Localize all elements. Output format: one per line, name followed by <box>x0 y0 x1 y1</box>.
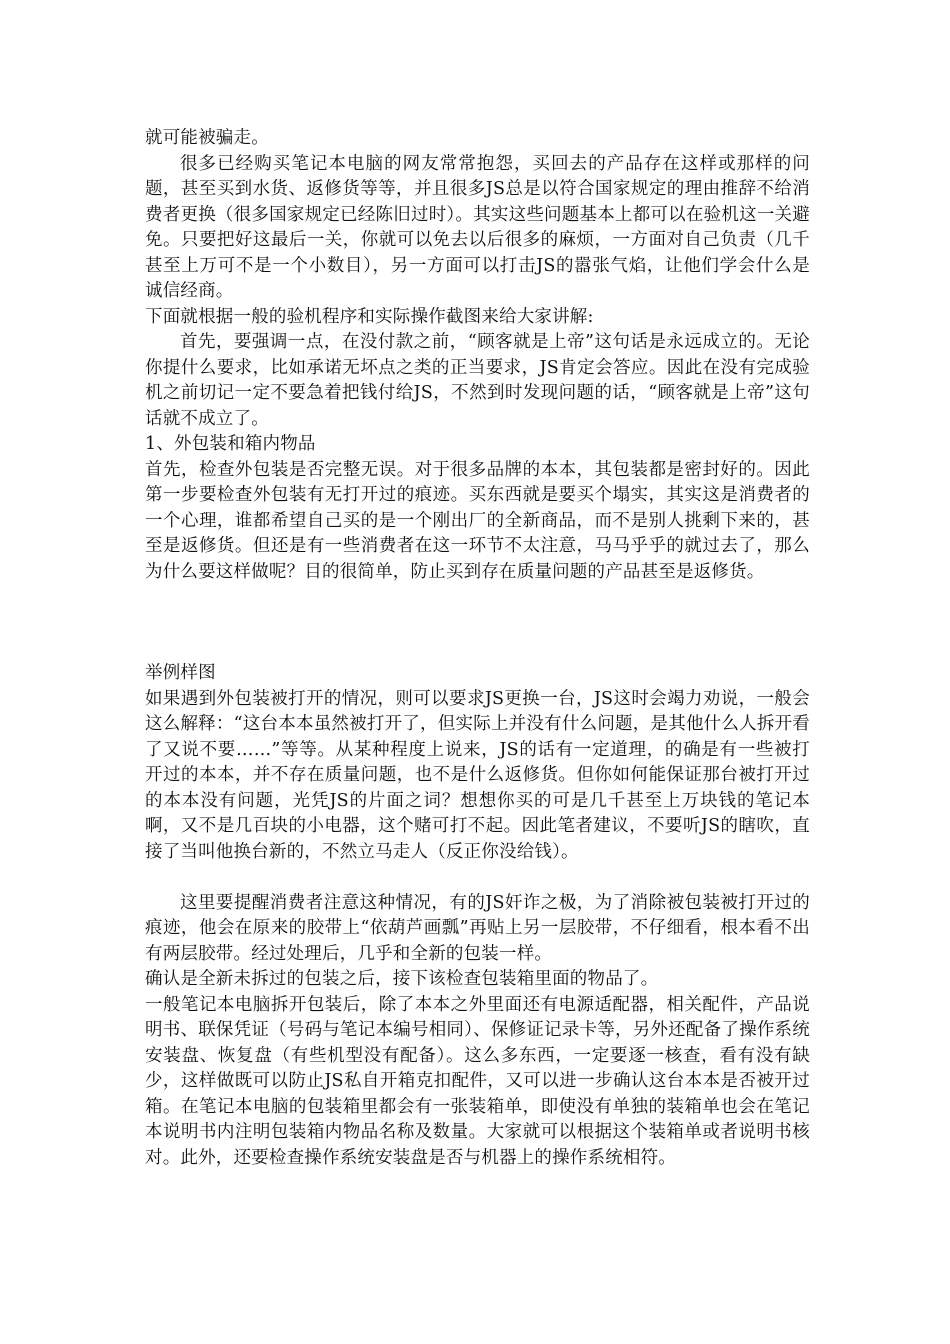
paragraph-confirm-new: 确认是全新未拆过的包装之后，接下该检查包装箱里面的物品了。 <box>145 969 659 989</box>
blank-line <box>145 865 810 891</box>
paragraph-customer-is-god: 首先，要强调一点，在没付款之前，“顾客就是上帝”这句话是永远成立的。无论你提什么要求，比如承诺无坏点之类的正当要求，JS肯定会答应。因此在没有完成验机之前切记一定不要急着把钱付给JS，不然到时发现问题的话，“顾客就是上帝”这句话就不成立了。 <box>145 332 810 429</box>
paragraph-intro-steps: 下面就根据一般的验机程序和实际操作截图来给大家讲解: <box>145 306 594 327</box>
paragraph-continuation: 就可能被骗走。 <box>145 128 269 148</box>
paragraph-box-contents: 一般笔记本电脑拆开包装后，除了本本之外里面还有电源适配器，相关配件，产品说明书、联保凭证（号码与笔记本编号相同）、保修证记录卡等，另外还配备了操作系统安装盘、恢复盘（有些机型没有配备）。这么多东西，一定要逐一核查，看有没有缺少，这样做既可以防止JS私自开箱克扣配件，又可以进一步确认这台本本是否被开过箱。在笔记本电脑的包装箱里都会有一张装箱单，即使没有单独的装箱单也会在笔记本说明书内注明包装箱内物品名称及数量。大家就可以根据这个装箱单或者说明书核对。此外，还要检查操作系统安装盘是否与机器上的操作系统相符。 <box>145 994 810 1168</box>
example-figure-label: 举例样图 <box>145 663 216 683</box>
image-placeholder-space <box>145 585 810 661</box>
paragraph-complaints: 很多已经购买笔记本电脑的网友常常抱怨，买回去的产品存在这样或那样的问题，甚至买到水货、返修货等等，并且很多JS总是以符合国家规定的理由推辞不给消费者更换（很多国家规定已经陈旧过时）。其实这些问题基本上都可以在验机这一关避免。只要把好这最后一关，你就可以免去以后很多的麻烦，一方面对自己负责（几千甚至上万可不是一个小数目），另一方面可以打击JS的嚣张气焰，让他们学会什么是诚信经商。 <box>145 153 810 301</box>
document-body <box>145 126 810 1171</box>
section-heading-packaging: 1、外包装和箱内物品 <box>145 434 316 454</box>
paragraph-opened-package: 如果遇到外包装被打开的情况，则可以要求JS更换一台，JS这时会竭力劝说，一般会这么解释：“这台本本虽然被打开了，但实际上并没有什么问题，是其他什么人拆开看了又说不要……”等等。从某种程度上说来，JS的话有一定道理，的确是有一些被打开过的本本，并不存在质量问题，也不是什么返修货。但你如何能保证那台被打开过的本本没有问题，光凭JS的片面之词？想想你买的可是几千甚至上万块钱的笔记本啊，又不是几百块的小电器，这个赌可打不起。因此笔者建议，不要听JS的瞎吹，直接了当叫他换台新的，不然立马走人（反正你没给钱）。 <box>145 688 810 862</box>
paragraph-check-packaging: 首先，检查外包装是否完整无误。对于很多品牌的本本，其包装都是密封好的。因此第一步要检查外包装有无打开过的痕迹。买东西就是要买个塌实，其实这是消费者的一个心理，谁都希望自己买的是一个刚出厂的全新商品，而不是别人挑剩下来的，甚至是返修货。但还是有一些消费者在这一环节不太注意，马马乎乎的就过去了，那么为什么要这样做呢？目的很简单，防止买到存在质量问题的产品甚至是返修货。 <box>145 459 810 582</box>
paragraph-tape-warning: 这里要提醒消费者注意这种情况，有的JS奸诈之极，为了消除被包装被打开过的痕迹，他会在原来的胶带上“依葫芦画瓢”再贴上另一层胶带，不仔细看，根本看不出有两层胶带。经过处理后，几乎和全新的包装一样。 <box>145 892 810 964</box>
